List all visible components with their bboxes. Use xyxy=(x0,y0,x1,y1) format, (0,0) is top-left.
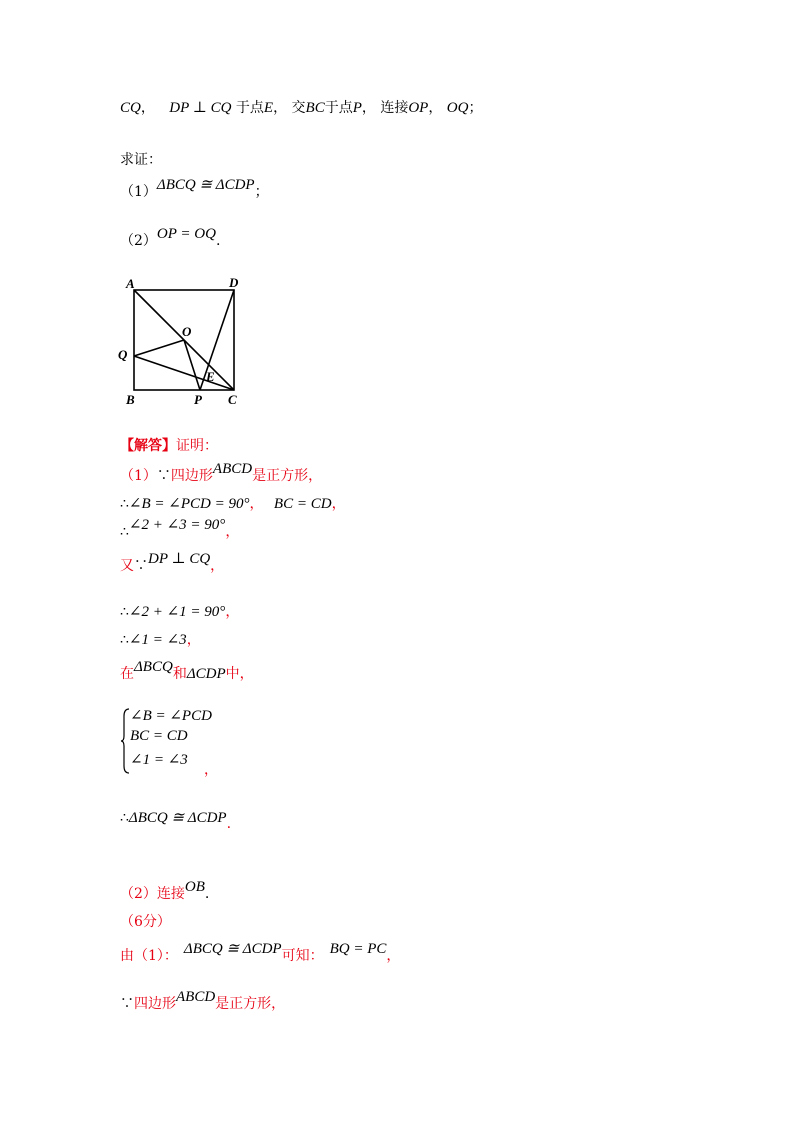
solution-step-1: （1）∵四边形ABCD是正方形， xyxy=(120,461,323,484)
label-c: C xyxy=(228,392,237,407)
label-e: E xyxy=(206,369,215,384)
prove-item-2: （2）OP = OQ. xyxy=(120,226,221,249)
solution-step-3: ∴∠2 + ∠3 = 90°， xyxy=(120,517,240,540)
prove-label: 求证： xyxy=(120,152,162,168)
solution-step-5: ∴∠2 + ∠1 = 90°， xyxy=(120,604,240,620)
segment-qc xyxy=(134,356,234,390)
label-b: B xyxy=(126,392,135,407)
solution-step-4: 又∵DP ⊥ CQ， xyxy=(120,551,225,574)
label-a: A xyxy=(126,276,135,291)
solution-part-2-step-1: 由（1）： ΔBCQ ≅ ΔCDP可知： BQ = PC， xyxy=(120,941,401,964)
prove-item-1: （1）ΔBCQ ≅ ΔCDP； xyxy=(120,177,269,200)
system-row-3: ∠1 = ∠3 xyxy=(130,752,188,768)
math-cq: CQ xyxy=(120,100,141,116)
left-brace xyxy=(120,708,130,774)
solution-step-2: ∴∠B = ∠PCD = 90°， BC = CD， xyxy=(120,496,346,512)
solution-step-6: ∴∠1 = ∠3， xyxy=(120,632,201,648)
score-note: （6分） xyxy=(120,914,171,930)
label-q: Q xyxy=(118,347,128,362)
segment-oq xyxy=(134,340,184,356)
solution-step-7: 在ΔBCQ和ΔCDP中， xyxy=(120,659,254,682)
solution-step-8: ∴ΔBCQ ≅ ΔCDP. xyxy=(120,810,232,832)
problem-line-1: CQ， DP ⊥ CQ 于点E， 交BC于点P， 连接OP， OQ； xyxy=(120,100,483,116)
solution-header: 【解答】证明： xyxy=(120,438,218,454)
math-dp-perp-cq: DP ⊥ CQ xyxy=(169,100,232,116)
label-o: O xyxy=(182,324,192,339)
equation-system xyxy=(120,706,240,776)
label-p: P xyxy=(194,392,202,407)
system-end-comma: ， xyxy=(204,762,218,778)
solution-part-2-step-2: ∵四边形ABCD是正方形， xyxy=(120,989,286,1012)
system-row-2: BC = CD xyxy=(130,728,188,744)
system-row-1: ∠B = ∠PCD xyxy=(130,708,212,724)
solution-part-2: （2）连接OB. xyxy=(120,879,210,902)
geometry-figure xyxy=(112,270,252,410)
label-d: D xyxy=(229,275,239,290)
